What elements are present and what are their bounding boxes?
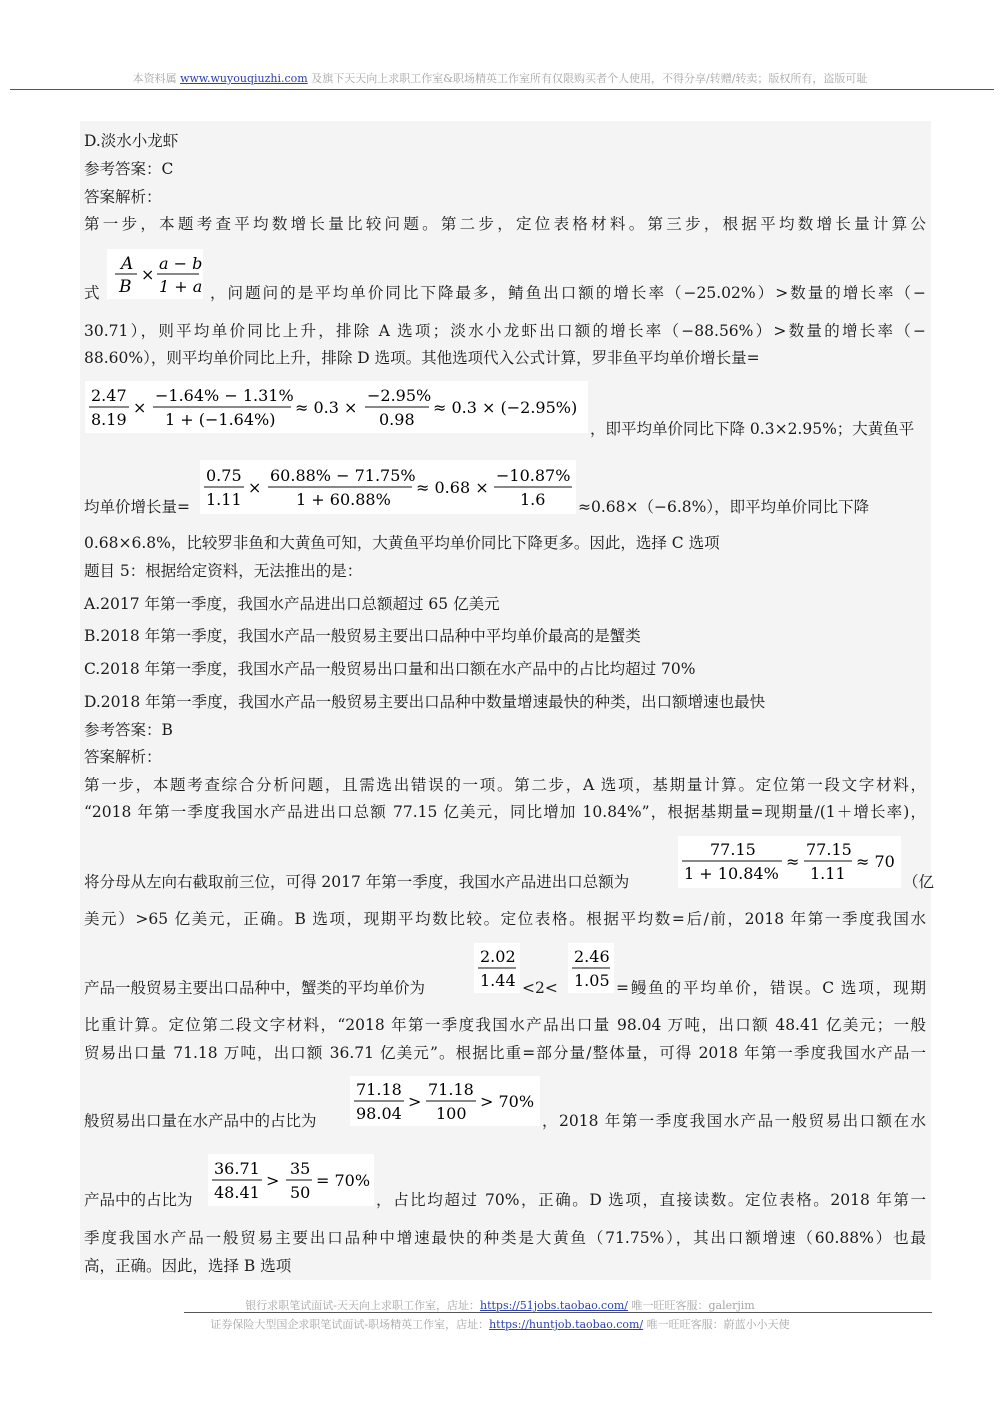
formula-text: 1 + 60.88%: [296, 490, 391, 509]
answer-line: 参考答案：C: [84, 160, 174, 178]
paragraph-line: 88.60%），则平均单价同比上升，排除 D 选项。其他选项代入公式计算，罗非鱼平均单价增长量=: [84, 349, 760, 367]
formula-text: ≈ 70: [856, 852, 895, 871]
formula-text: >: [266, 1171, 280, 1190]
formula-text: 71.18: [428, 1080, 474, 1099]
footer-link-huntjob[interactable]: https://huntjob.taobao.com/: [489, 1318, 644, 1331]
paragraph-line: 贸易出口量 71.18 万吨，出口额 36.71 亿美元”。根据比重=部分量/整体量，可得 2018 年第一季度我国水产品一: [84, 1044, 926, 1062]
formula-text: 0.75: [206, 466, 242, 485]
analysis-label: 答案解析：: [84, 188, 162, 206]
formula-text: −10.87%: [496, 466, 571, 485]
formula-text: ×: [133, 398, 147, 417]
formula-6: [568, 943, 614, 993]
paragraph-line: 产品一般贸易主要出口品种中，蟹类的平均单价为: [84, 979, 426, 997]
paragraph-line: 般贸易出口量在水产品中的占比为: [84, 1112, 317, 1130]
page-header: [0, 70, 1000, 86]
footer-text: 唯一旺旺客服：蔚蓝小小天使: [643, 1318, 790, 1331]
analysis-label: 答案解析：: [84, 748, 162, 766]
formula-text: 35: [290, 1159, 311, 1178]
formula-text: 98.04: [356, 1104, 402, 1123]
option-d: D.2018 年第一季度，我国水产品一般贸易主要出口品种中数量增速最快的种类，出口额增速也最快: [84, 693, 766, 711]
paragraph-line: 0.68×6.8%，比较罗非鱼和大黄鱼可知，大黄鱼平均单价同比下降更多。因此，选择 C 选项: [84, 534, 720, 552]
formula-text: 0.98: [379, 410, 415, 429]
paragraph-line: 均单价增长量=: [84, 498, 190, 516]
formula-text: 100: [436, 1104, 467, 1123]
question-title: 题目 5：根据给定资料，无法推出的是：: [84, 562, 363, 580]
formula-text: = 70%: [316, 1171, 371, 1190]
formula-text: ≈ 0.3 × (−2.95%): [433, 398, 578, 417]
formula-text: > 70%: [480, 1092, 535, 1111]
option-d-line: D.淡水小龙虾: [84, 132, 179, 150]
formula-text: B: [119, 277, 132, 297]
paragraph-line: 高，正确。因此，选择 B 选项: [84, 1257, 292, 1275]
formula-text: 36.71: [214, 1159, 260, 1178]
formula-text: 1 + a: [159, 277, 203, 296]
formula-text: 50: [290, 1183, 311, 1202]
paragraph-line: 比重计算。定位第二段文字材料，“2018 年第一季度我国水产品出口量 98.04 万吨，出口额 48.41 亿美元；一般: [84, 1016, 926, 1034]
paragraph-line: ，2018 年第一季度我国水产品一般贸易出口额在水: [542, 1112, 926, 1130]
formula-text: 1.05: [574, 971, 610, 990]
footer-text: 唯一旺旺客服：galerjim: [627, 1299, 755, 1312]
formula-text: 1.44: [480, 971, 516, 990]
footer-text: 证券保险大型国企求职笔试面试-职场精英工作室，店址：: [210, 1318, 490, 1331]
formula-3: [200, 460, 576, 514]
formula-text: 2.46: [574, 947, 610, 966]
formula-1: [107, 249, 203, 299]
formula-text: >: [408, 1092, 422, 1111]
formula-8: [208, 1154, 374, 1206]
formula-text: 1.11: [810, 864, 846, 883]
formula-text: A: [121, 254, 134, 274]
header-link[interactable]: www.wuyouqiuzhi.com: [180, 72, 308, 85]
option-c: C.2018 年第一季度，我国水产品一般贸易出口量和出口额在水产品中的占比均超过 70%: [84, 660, 696, 678]
formula-5: [474, 943, 520, 993]
formula-text: 1.6: [520, 490, 546, 509]
header-prefix: 本资料属: [132, 72, 181, 85]
formula-4: [678, 836, 901, 888]
paragraph-line: ，即平均单价同比下降 0.3×2.95%；大黄鱼平: [590, 420, 915, 438]
footer-divider: [184, 1312, 932, 1313]
formula-text: 60.88% − 71.75%: [270, 466, 416, 485]
paragraph-line: 产品中的占比为: [84, 1191, 193, 1209]
formula-text: 2.47: [91, 386, 127, 405]
formula-text: 77.15: [710, 840, 756, 859]
paragraph-line: ，占比均超过 70%，正确。D 选项，直接读数。定位表格。2018 年第一: [376, 1191, 926, 1209]
formula-text: 71.18: [356, 1080, 402, 1099]
formula-text: 8.19: [91, 410, 127, 429]
formula-text: 77.15: [806, 840, 852, 859]
formula-text: −1.64% − 1.31%: [155, 386, 294, 405]
formula-text: ×: [141, 265, 155, 284]
header-divider: [10, 89, 994, 90]
paragraph-line: （亿: [903, 873, 935, 891]
formula-text: 1.11: [206, 490, 242, 509]
footer-line-1: [0, 1297, 1000, 1313]
formula-text: a − b: [159, 254, 203, 273]
header-suffix: 及旗下天天向上求职工作室&职场精英工作室所有仅限购买者个人使用，不得分享/转赠/转卖；版权所有，盗版可耻: [307, 72, 868, 85]
answer-line: 参考答案：B: [84, 721, 173, 739]
paragraph-line: 式: [84, 284, 100, 302]
formula-text: ≈ 0.3 ×: [295, 398, 358, 417]
option-b: B.2018 年第一季度，我国水产品一般贸易主要出口品种中平均单价最高的是蟹类: [84, 627, 641, 645]
formula-text: ≈ 0.68 ×: [416, 478, 489, 497]
formula-2: [85, 381, 588, 433]
paragraph-line: 季度我国水产品一般贸易主要出口品种中增速最快的种类是大黄鱼（71.75%），其出口额增速（60.88%）也最: [84, 1229, 926, 1247]
formula-text: 1 + 10.84%: [684, 864, 779, 883]
paragraph-line: <2<: [522, 979, 558, 997]
footer-line-2: [0, 1316, 1000, 1332]
paragraph-line: “2018 年第一季度我国水产品进出口总额 77.15 亿美元，同比增加 10.84%”，根据基期量=现期量/(1＋增长率)，: [84, 803, 926, 821]
option-a: A.2017 年第一季度，我国水产品进出口总额超过 65 亿美元: [84, 595, 500, 613]
paragraph-line: ，问题问的是平均单价同比下降最多，鲭鱼出口额的增长率（−25.02%）>数量的增长率（−: [210, 284, 926, 302]
formula-text: 2.02: [480, 947, 516, 966]
paragraph-line: 第一步，本题考查平均数增长量比较问题。第二步，定位表格材料。第三步，根据平均数增长量计算公: [84, 215, 926, 233]
paragraph-line: 第一步，本题考查综合分析问题，且需选出错误的一项。第二步，A 选项，基期量计算。定位第一段文字材料，: [84, 776, 926, 794]
paragraph-line: 将分母从左向右截取前三位，可得 2017 年第一季度，我国水产品进出口总额为: [84, 873, 630, 891]
formula-text: ≈: [786, 852, 800, 871]
formula-text: ×: [248, 478, 262, 497]
paragraph-line: ≈0.68×（−6.8%），即平均单价同比下降: [578, 498, 870, 516]
paragraph-line: 美元）>65 亿美元，正确。B 选项，现期平均数比较。定位表格。根据平均数=后/前，2018 年第一季度我国水: [84, 910, 926, 928]
formula-text: 1 + (−1.64%): [165, 410, 276, 429]
formula-text: −2.95%: [367, 386, 432, 405]
formula-7: [350, 1076, 540, 1126]
formula-text: 48.41: [214, 1183, 260, 1202]
footer-text: 银行求职笔试面试-天天向上求职工作室，店址：: [245, 1299, 480, 1312]
paragraph-line: 30.71），则平均单价同比上升，排除 A 选项；淡水小龙虾出口额的增长率（−88.56%）>数量的增长率（−: [84, 322, 926, 340]
footer-link-51jobs[interactable]: https://51jobs.taobao.com/: [479, 1299, 628, 1312]
paragraph-line: =鳗鱼的平均单价，错误。C 选项，现期: [616, 979, 926, 997]
